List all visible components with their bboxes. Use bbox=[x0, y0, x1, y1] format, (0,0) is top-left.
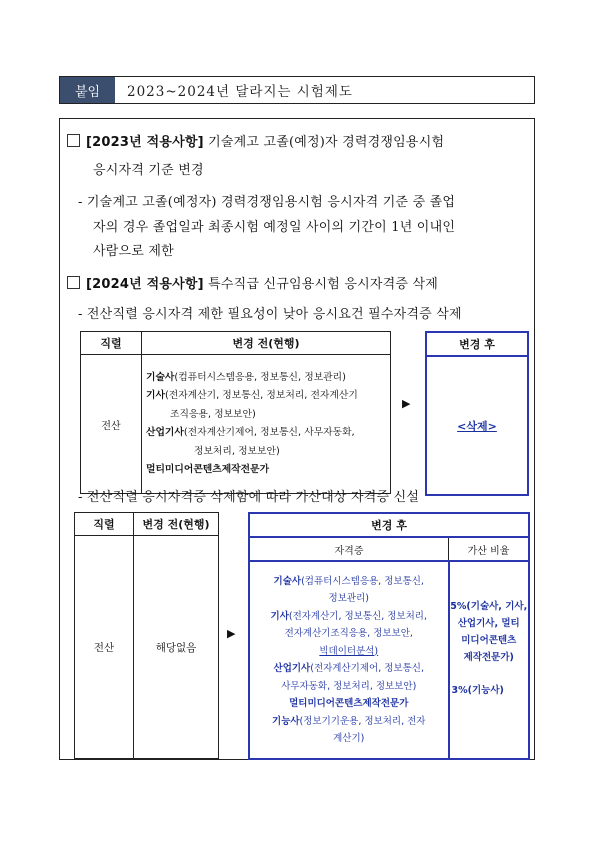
table2-sub-cert: 자격증 bbox=[249, 537, 449, 561]
ratio-line: 5%(기술사, 기사, bbox=[450, 601, 528, 612]
cert-line: 정보관리) bbox=[328, 593, 369, 604]
arrow-icon: ▶ bbox=[227, 627, 236, 640]
ratio-line-2: 3%(기능사) bbox=[451, 685, 504, 696]
table1-before-line: 정보처리, 정보보안) bbox=[194, 445, 280, 457]
section1-heading bbox=[67, 131, 444, 150]
arrow-icon: ▶ bbox=[402, 397, 411, 410]
table2-job-cell: 전산 bbox=[75, 536, 134, 759]
cert-line: 계산기) bbox=[333, 733, 365, 744]
table1-after-cell bbox=[426, 356, 528, 495]
table1-after bbox=[425, 331, 529, 496]
table1-before bbox=[80, 331, 391, 494]
section2-heading-text: 특수직급 신규임용시험 응시자격증 삭제 bbox=[203, 277, 438, 292]
table2-ratio-cell bbox=[449, 561, 530, 759]
table1-header-after: 변경 후 bbox=[426, 332, 528, 356]
table2-header-after: 변경 후 bbox=[249, 513, 529, 537]
cert-line: 산업기사(전자계산기제어, 정보통신, bbox=[273, 663, 424, 674]
table2-before bbox=[74, 512, 219, 759]
cert-line: 전자계산기조직응용, 정보보안, bbox=[284, 628, 413, 639]
table1-before-line: 멀티미디어콘텐츠제작전문가 bbox=[146, 464, 270, 475]
table2-cert-cell bbox=[249, 561, 449, 759]
ratio-line: 미디어콘텐츠 bbox=[461, 635, 517, 646]
attachment-title: 2023~2024년 달라지는 시험제도 bbox=[127, 84, 353, 100]
checkbox-icon bbox=[67, 276, 80, 289]
cert-line: 기능사(정보기기운용, 정보처리, 전자 bbox=[272, 715, 426, 727]
section2-bracket: [2024년 적용사항] bbox=[86, 277, 204, 292]
table2-after bbox=[248, 512, 530, 760]
table2-before-cell: 해당없음 bbox=[134, 536, 219, 759]
section1-bullet-line2: 자의 경우 졸업일과 최종시험 예정일 사이의 기간이 1년 이내인 bbox=[93, 220, 456, 235]
table1-before-line: 기사(전자계산기, 정보통신, 정보처리, 전자계산기 bbox=[146, 390, 358, 401]
table1-job-cell: 전산 bbox=[81, 355, 142, 494]
section2-bullet2: - 전산직렬 응시자격증 삭제함에 따라 가산대상 자격증 신설 bbox=[78, 490, 420, 505]
section1-bullet-line3: 사람으로 제한 bbox=[93, 244, 174, 259]
cert-line: 멀티미디어콘텐츠제작전문가 bbox=[289, 698, 409, 709]
ratio-line: 제작전문가) bbox=[463, 652, 514, 663]
table1-before-line: 산업기사(전자계산기제어, 정보통신, 사무자동화, bbox=[146, 427, 355, 438]
table1-header-job: 직렬 bbox=[81, 332, 142, 355]
table1-header-before: 변경 전(현행) bbox=[142, 332, 391, 355]
table2-header-before: 변경 전(현행) bbox=[134, 513, 219, 536]
content-box bbox=[59, 118, 535, 760]
checkbox-icon bbox=[67, 134, 80, 147]
section1-bracket: [2023년 적용사항] bbox=[86, 135, 204, 150]
attachment-tag: 붙임 bbox=[60, 77, 115, 103]
cert-line: 사무자동화, 정보처리, 정보보안) bbox=[281, 680, 417, 692]
table2-header-job: 직렬 bbox=[75, 513, 134, 536]
table2-sub-ratio: 가산 비율 bbox=[449, 537, 530, 561]
table1-before-line: 조직응용, 정보보안) bbox=[170, 408, 256, 420]
table1-before-line: 기술사(컴퓨터시스템응용, 정보통신, 정보관리) bbox=[146, 371, 346, 383]
deleted-label: <삭제> bbox=[457, 419, 497, 433]
table1-before-cell bbox=[142, 355, 391, 494]
section1-heading-line2: 응시자격 기준 변경 bbox=[93, 163, 204, 178]
section2-bullet1: - 전산직렬 응시자격 제한 필요성이 낮아 응시요건 필수자격증 삭제 bbox=[78, 307, 462, 322]
cert-line: 기술사(컴퓨터시스템응용, 정보통신, bbox=[273, 575, 424, 587]
attachment-header bbox=[59, 76, 535, 104]
ratio-line: 산업기사, 멀티 bbox=[457, 618, 520, 629]
cert-line: 기사(전자계산기, 정보통신, 정보처리, bbox=[270, 610, 427, 622]
section1-bullet-line1: - 기술계고 고졸(예정자) 경력경쟁임용시험 응시자격 기준 중 졸업 bbox=[78, 195, 456, 210]
cert-line: 빅데이터분석) bbox=[319, 645, 379, 657]
section2-heading bbox=[67, 273, 438, 292]
section1-heading-text: 기술계고 고졸(예정)자 경력경쟁임용시험 bbox=[203, 135, 445, 150]
